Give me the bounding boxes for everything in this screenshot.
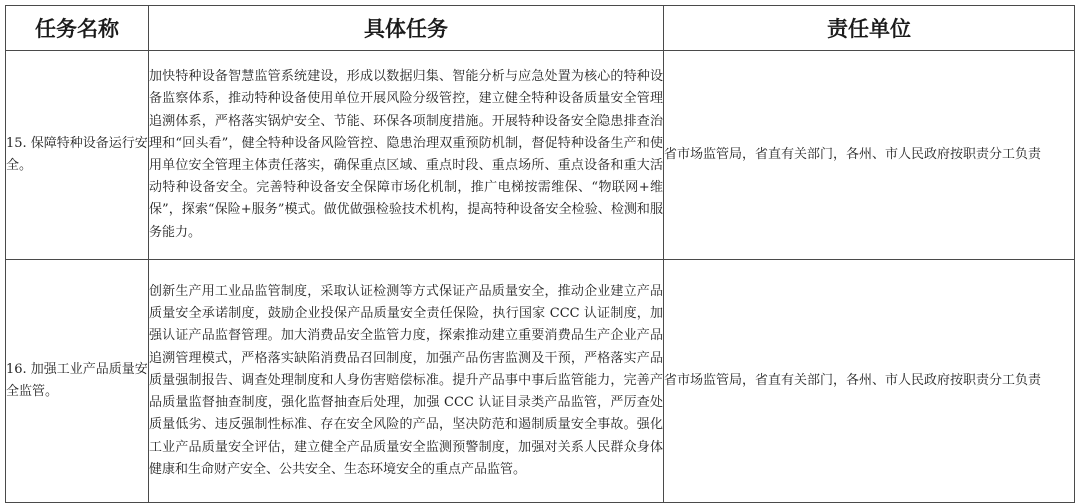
header-responsible-unit: 责任单位 <box>664 6 1075 51</box>
task-name-cell: 16. 加强工业产品质量安全监管。 <box>6 260 149 503</box>
task-detail-cell: 创新生产用工业品监管制度，采取认证检测等方式保证产品质量安全，推动企业建立产品质量安全承诺制度，鼓励企业投保产品质量安全责任保险，执行国家 CCC 认证制度，加强认证产品监督管理。加大消费品安全监管力度，探索推动建立重要消费品生产企业产品追溯管理模式，严格落实缺陷消费品召回制度，加强产品伤害监测及干预，严格落实产品质量强制报告、调查处理制度和人身伤害赔偿标准。提升产品事中事后监管能力，完善产品质量监督抽查制度，强化监督抽查后处理，加强 CCC 认证目录类产品监管，严厉查处质量低劣、违反强制性标准、存在安全风险的产品，坚决防范和遏制质量安全事故。强化工业产品质量安全评估，建立健全产品质量安全监测预警制度，加强对关系人民群众身体健康和生命财产安全、公共安全、生态环境安全的重点产品监管。 <box>149 260 664 503</box>
header-task-detail: 具体任务 <box>149 6 664 51</box>
table-row <box>6 260 1075 503</box>
table-header-row <box>6 6 1075 51</box>
header-task-name: 任务名称 <box>6 6 149 51</box>
responsible-unit-cell: 省市场监管局，省直有关部门，各州、市人民政府按职责分工负责 <box>664 51 1075 260</box>
responsible-unit-cell: 省市场监管局，省直有关部门，各州、市人民政府按职责分工负责 <box>664 260 1075 503</box>
table-row <box>6 51 1075 260</box>
task-table <box>5 5 1075 503</box>
task-name-cell: 15. 保障特种设备运行安全。 <box>6 51 149 260</box>
task-detail-cell: 加快特种设备智慧监管系统建设，形成以数据归集、智能分析与应急处置为核心的特种设备监察体系，推动特种设备使用单位开展风险分级管控，建立健全特种设备质量安全管理追溯体系，严格落实锅炉安全、节能、环保各项制度措施。开展特种设备安全隐患排查治理和“回头看”，健全特种设备风险管控、隐患治理双重预防机制，督促特种设备生产和使用单位安全管理主体责任落实，确保重点区域、重点时段、重点场所、重点设备和重大活动特种设备安全。完善特种设备安全保障市场化机制，推广电梯按需维保、“物联网+维保”，探索“保险+服务”模式。做优做强检验技术机构，提高特种设备安全检验、检测和服务能力。 <box>149 51 664 260</box>
